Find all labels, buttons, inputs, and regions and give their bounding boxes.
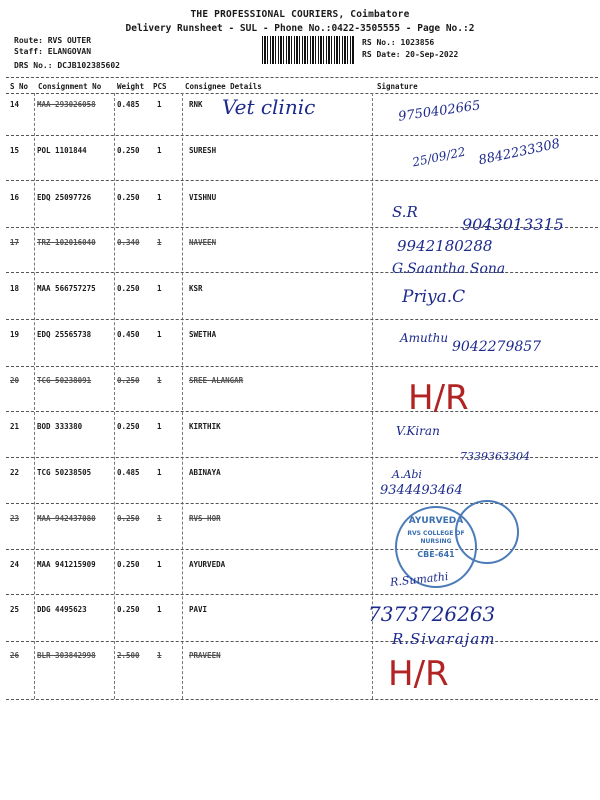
handwritten-signature: R.Sumathi — [389, 569, 449, 590]
col-divider — [182, 93, 183, 699]
row-rule — [6, 503, 598, 504]
cell-pcs: 1 — [157, 651, 162, 660]
cell-weight: 0.250 — [117, 146, 140, 155]
rs-date: RS Date: 20-Sep-2022 — [362, 50, 459, 59]
cell-pcs: 1 — [157, 100, 162, 109]
cell-weight: 0.485 — [117, 100, 140, 109]
cell-weight: 0.250 — [117, 284, 140, 293]
col-consignment: Consignment No — [38, 82, 102, 91]
row-rule — [6, 411, 598, 412]
cell-sno: 26 — [10, 651, 20, 660]
handwritten-date: 25/09/22 — [411, 144, 467, 170]
cell-weight: 2.500 — [117, 651, 140, 660]
handwritten-phone: 8842233308 — [477, 136, 562, 169]
cell-consignee: PAVI — [189, 605, 208, 614]
cell-sno: 17 — [10, 238, 20, 247]
cell-pcs: 1 — [157, 605, 162, 614]
col-sno: S No — [10, 82, 29, 91]
route-label: Route: RVS OUTER — [14, 36, 92, 45]
row-rule — [6, 319, 598, 320]
cell-consignment: TCG 50238091 — [37, 376, 92, 385]
cell-sno: 21 — [10, 422, 20, 431]
row-rule — [6, 366, 598, 367]
cell-pcs: 1 — [157, 193, 162, 202]
row-rule — [6, 594, 598, 595]
header-bottom-rule — [6, 93, 598, 94]
handwritten-phone: 7339363304 — [460, 450, 530, 463]
cell-sno: 19 — [10, 330, 20, 339]
col-weight: Weight — [117, 82, 145, 91]
cell-consignment: TRZ 102016040 — [37, 238, 96, 247]
cell-weight: 0.340 — [117, 238, 140, 247]
cell-pcs: 1 — [157, 330, 162, 339]
cell-consignment: BOD 333380 — [37, 422, 83, 431]
handwritten-phone: 9043013315 — [462, 215, 564, 234]
handwritten-signature: S.R — [392, 203, 418, 221]
col-divider — [34, 93, 35, 699]
cell-consignee: SREE ALANGAR — [189, 376, 244, 385]
cell-sno: 14 — [10, 100, 20, 109]
cell-consignee: PRAVEEN — [189, 651, 221, 660]
cell-consignment: EDQ 25565738 — [37, 330, 92, 339]
row-rule — [6, 180, 598, 181]
cell-weight: 0.450 — [117, 330, 140, 339]
cell-sno: 23 — [10, 514, 20, 523]
cell-sno: 24 — [10, 560, 20, 569]
cell-weight: 0.485 — [117, 468, 140, 477]
cell-consignee: SURESH — [189, 146, 217, 155]
cell-consignment: MAA 566757275 — [37, 284, 96, 293]
cell-pcs: 1 — [157, 514, 162, 523]
cell-consignee: RNK — [189, 100, 203, 109]
handwritten-phone: 9750402665 — [397, 98, 482, 125]
handwritten-name: Amuthu — [400, 331, 449, 345]
cell-consignee: SWETHA — [189, 330, 217, 339]
row-rule — [6, 135, 598, 136]
cell-consignee: NAVEEN — [189, 238, 217, 247]
row-rule — [6, 641, 598, 642]
cell-weight: 0.250 — [117, 514, 140, 523]
cell-pcs: 1 — [157, 238, 162, 247]
cell-consignment: EDQ 25097726 — [37, 193, 92, 202]
runsheet-subtitle: Delivery Runsheet - SUL - Phone No.:0422-3505555 - Page No.:2 — [125, 23, 475, 34]
col-consignee: Consignee Details — [185, 82, 262, 91]
col-signature: Signature — [377, 82, 418, 91]
cell-sno: 15 — [10, 146, 20, 155]
cell-consignee: KSR — [189, 284, 203, 293]
cell-consignment: MAA 293026058 — [37, 100, 96, 109]
cell-pcs: 1 — [157, 560, 162, 569]
cell-pcs: 1 — [157, 376, 162, 385]
cell-sno: 22 — [10, 468, 20, 477]
cell-pcs: 1 — [157, 468, 162, 477]
handwritten-hr-mark: H/R — [408, 378, 469, 418]
handwritten-name: R.Sivarajam — [392, 630, 496, 648]
cell-consignee: AYURVEDA — [189, 560, 226, 569]
cell-consignee: ABINAYA — [189, 468, 221, 477]
cell-consignee: KIRTHIK — [189, 422, 221, 431]
row-rule — [6, 699, 598, 700]
handwritten-phone: 9042279857 — [452, 339, 542, 355]
col-divider — [114, 93, 115, 699]
handwritten-phone: 9344493464 — [380, 483, 463, 498]
institute-stamp — [455, 500, 519, 564]
cell-consignee: RVS HOR — [189, 514, 221, 523]
cell-weight: 0.250 — [117, 422, 140, 431]
cell-weight: 0.250 — [117, 560, 140, 569]
cell-sno: 16 — [10, 193, 20, 202]
cell-sno: 25 — [10, 605, 20, 614]
handwritten-phone: 9942180288 — [397, 237, 493, 255]
cell-consignment: DDG 4495623 — [37, 605, 87, 614]
handwritten-hr-mark: H/R — [388, 654, 449, 694]
staff-label: Staff: ELANGOVAN — [14, 47, 92, 56]
stamp-code: CBE-641 — [417, 550, 455, 559]
cell-consignment: POL 1101844 — [37, 146, 87, 155]
cell-weight: 0.250 — [117, 605, 140, 614]
cell-consignee: VISHNU — [189, 193, 217, 202]
company-title: THE PROFESSIONAL COURIERS, Coimbatore — [190, 9, 410, 20]
handwritten-signature: A.Abi — [392, 468, 422, 481]
header-top-rule — [6, 77, 598, 78]
stamp-outer-text: AYURVEDA — [408, 516, 464, 526]
cell-consignment: BLR 303842998 — [37, 651, 96, 660]
handwritten-name: G.Saantha Sona — [392, 261, 506, 277]
cell-pcs: 1 — [157, 422, 162, 431]
handwritten-signature: V.Kiran — [396, 424, 440, 438]
rs-number: RS No.: 1023856 — [362, 38, 435, 47]
cell-sno: 18 — [10, 284, 20, 293]
cell-consignment: MAA 941215909 — [37, 560, 96, 569]
handwritten-name: Priya.C — [402, 287, 466, 307]
cell-consignment: TCG 50238505 — [37, 468, 92, 477]
cell-pcs: 1 — [157, 284, 162, 293]
col-pcs: PCS — [153, 82, 167, 91]
cell-consignment: MAA 942437080 — [37, 514, 96, 523]
barcode — [262, 36, 354, 64]
drs-number: DRS No.: DCJB102385602 — [14, 61, 120, 70]
cell-sno: 20 — [10, 376, 20, 385]
cell-pcs: 1 — [157, 146, 162, 155]
cell-weight: 0.250 — [117, 376, 140, 385]
stamp-inner-text: RVS COLLEGE OF NURSING — [407, 530, 465, 545]
cell-weight: 0.250 — [117, 193, 140, 202]
handwritten-note: Vet clinic — [222, 95, 316, 119]
handwritten-phone: 7373726263 — [368, 602, 496, 626]
row-rule — [6, 272, 598, 273]
